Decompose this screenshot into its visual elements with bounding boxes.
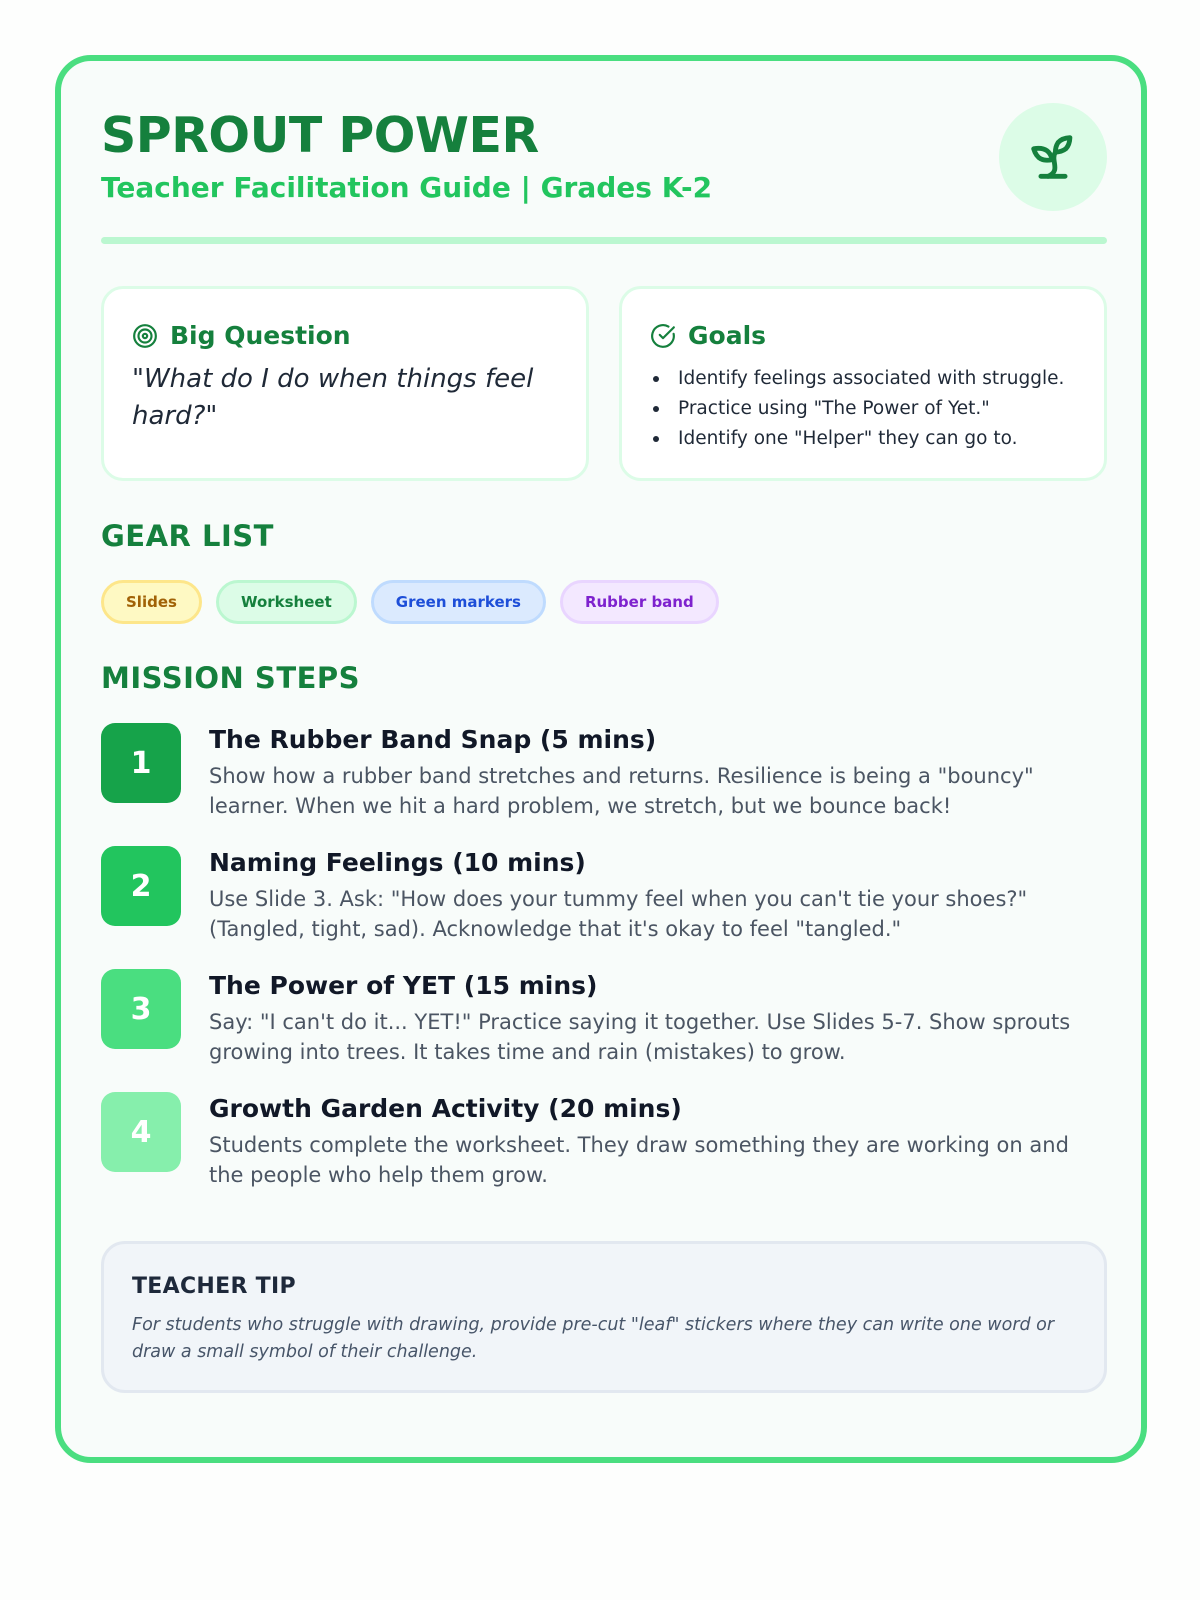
goals-list <box>650 364 1064 454</box>
big-question-card <box>101 286 589 481</box>
step-description: Students complete the worksheet. They draw something they are working on and the people who help them grow. <box>209 1133 1069 1187</box>
header-divider <box>101 237 1107 244</box>
guide-card <box>55 55 1147 1463</box>
gear-list-heading: GEAR LIST <box>101 519 274 553</box>
step-description: Say: "I can't do it... YET!" Practice saying it together. Use Slides 5-7. Show sprouts growing into trees. It takes time and rain (mistakes) to grow. <box>209 1010 1071 1064</box>
gear-pill-rubber-band: Rubber band <box>560 580 719 624</box>
sprout-icon <box>1024 128 1082 186</box>
teacher-tip-title: TEACHER TIP <box>132 1274 296 1299</box>
goal-item: Identify one "Helper" they can go to. <box>650 424 1064 454</box>
mission-step <box>101 846 1107 956</box>
step-title: The Rubber Band Snap (5 mins) <box>209 725 657 754</box>
page-subtitle: Teacher Facilitation Guide | Grades K-2 <box>101 171 713 204</box>
gear-pill-worksheet: Worksheet <box>216 580 357 624</box>
gear-pill-green-markers: Green markers <box>371 580 546 624</box>
big-question-header <box>132 321 351 350</box>
goals-header <box>650 321 766 350</box>
teacher-tip-text: For students who struggle with drawing, provide pre-cut "leaf" stickers where they can write one word or draw a small symbol of their challenge. <box>132 1315 1055 1362</box>
step-description: Use Slide 3. Ask: "How does your tummy feel when you can't tie your shoes?" (Tangled, tight, sad). Acknowledge that it's okay to feel "tangled." <box>209 887 1028 941</box>
step-title: Growth Garden Activity (20 mins) <box>209 1094 682 1123</box>
gear-list <box>101 580 719 624</box>
step-number-badge: 2 <box>101 846 181 926</box>
mission-step <box>101 723 1107 833</box>
step-number-badge: 1 <box>101 723 181 803</box>
page-title: SPROUT POWER <box>101 107 539 164</box>
goal-item: Practice using "The Power of Yet." <box>650 394 1064 424</box>
goal-item: Identify feelings associated with struggle. <box>650 364 1064 394</box>
mission-step <box>101 1092 1107 1202</box>
step-title: The Power of YET (15 mins) <box>209 971 598 1000</box>
mission-step <box>101 969 1107 1079</box>
step-title: Naming Feelings (10 mins) <box>209 848 586 877</box>
big-question-label: Big Question <box>170 321 351 350</box>
step-number-badge: 3 <box>101 969 181 1049</box>
step-number-badge: 4 <box>101 1092 181 1172</box>
teacher-tip-box <box>101 1241 1107 1393</box>
step-description: Show how a rubber band stretches and returns. Resilience is being a "bouncy" learner. When we hit a hard problem, we stretch, but we bounce back! <box>209 764 1034 818</box>
target-icon <box>132 323 158 349</box>
big-question-text: "What do I do when things feel hard?" <box>132 364 534 431</box>
check-circle-icon <box>650 323 676 349</box>
gear-pill-slides: Slides <box>101 580 202 624</box>
goals-card <box>619 286 1107 481</box>
logo-badge <box>999 103 1107 211</box>
goals-label: Goals <box>688 321 767 350</box>
mission-steps-heading: MISSION STEPS <box>101 661 361 695</box>
